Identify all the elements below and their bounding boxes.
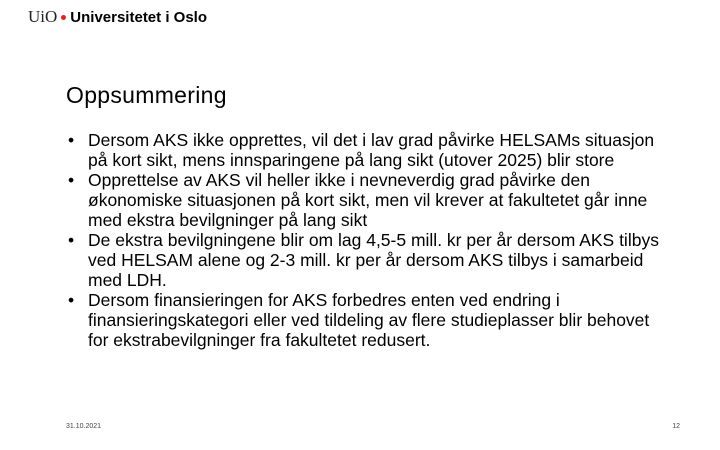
bullet-icon: • (68, 230, 75, 250)
bullet-text: De ekstra bevilgningene blir om lag 4,5-5 mill. kr per år dersom AKS tilbys ved HELSAM alene og 2-3 mill. kr per år dersom AKS tilbys i samarbeid med LDH. (88, 230, 659, 290)
bullet-text: Dersom AKS ikke opprettes, vil det i lav grad påvirke HELSAMs situasjon på kort sikt, mens innsparingene på lang sikt (utover 2025) blir store (88, 130, 655, 170)
bullet-item (68, 290, 668, 350)
page-number: 12 (672, 423, 680, 430)
bullet-item (68, 230, 668, 290)
footer-date: 31.10.2021 (66, 423, 102, 430)
logo-dot-icon (61, 15, 66, 20)
bullet-list (68, 130, 668, 350)
university-logo (28, 7, 207, 27)
bullet-icon: • (68, 290, 75, 310)
bullet-text: Opprettelse av AKS vil heller ikke i nevneverdig grad påvirke den økonomiske situasjonen på kort sikt, men vil krever at fakultetet går inne med ekstra bevilgninger på lang sikt (88, 170, 648, 230)
bullet-icon: • (68, 130, 75, 150)
bullet-text: Dersom finansieringen for AKS forbedres enten ved endring i finansieringskategori eller ved tildeling av flere studieplasser blir behovet for ekstrabevilgninger fra fakultetet redusert. (88, 290, 650, 350)
logo-text: Universitetet i Oslo (70, 8, 207, 26)
bullet-icon: • (68, 170, 75, 190)
slide-title: Oppsummering (66, 82, 227, 108)
bullet-item (68, 130, 668, 170)
logo-mark: UiO (28, 7, 58, 26)
bullet-item (68, 170, 668, 230)
